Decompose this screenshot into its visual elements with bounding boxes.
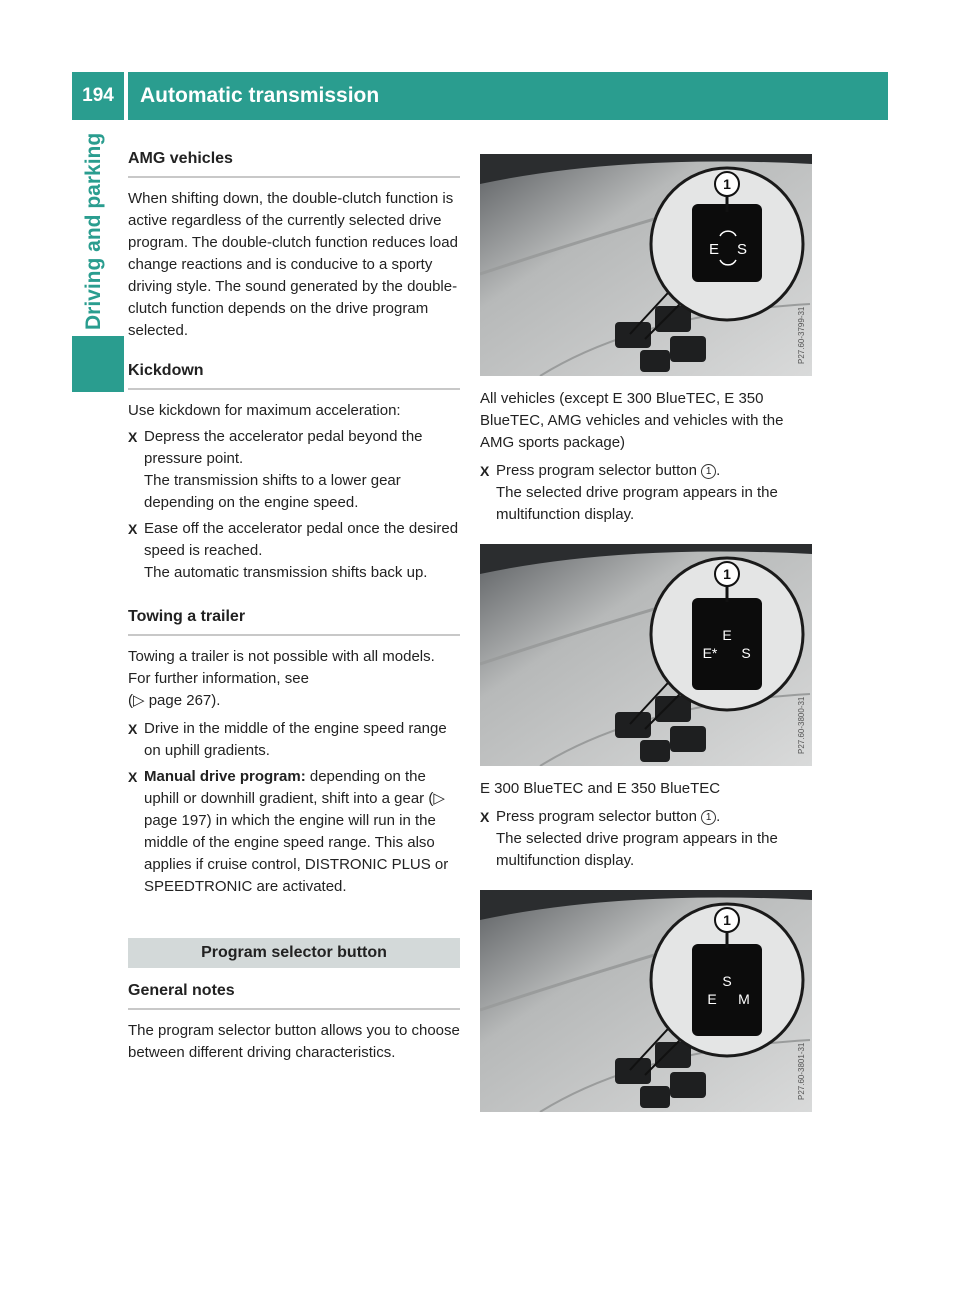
page-ref-arrow: (▷ [128,692,145,709]
figure-2 [480,544,812,766]
button-label: E [708,241,720,258]
button-label: E [707,991,717,1007]
caption-1: All vehicles (except E 300 BlueTEC, E 350 BlueTEC, AMG vehicles and vehicles with the AMG sports package) [480,390,784,451]
step-text: Depress the accelerator pedal beyond the pressure point. [144,428,423,467]
step-marker: X [480,463,490,479]
step-bold-label: Manual drive program: [144,768,306,785]
button-label: M [738,991,750,1007]
towing-step-2 [128,766,460,898]
button-label: S [736,241,748,258]
step-text: Press program selector button [496,808,697,825]
general-notes-text: The program selector button allows you to choose between different driving characteristics. [128,1022,460,1061]
step-result: The selected drive program appears in the multifunction display. [496,830,778,869]
left-column [128,150,460,1080]
step-result: The automatic transmission shifts back up. [144,564,428,581]
right-column [480,154,812,1124]
page-title: Automatic transmission [128,72,888,120]
step-text-end: . [716,462,721,479]
step-text: Drive in the middle of the engine speed range on uphill gradients. [144,720,447,759]
figure-callout: 1 [723,566,731,582]
right-step-1 [480,460,812,526]
figure-code: P27.60-3799-31 [797,306,806,364]
kickdown-step-2 [128,518,460,584]
step-marker: X [128,769,138,785]
page-ref-link[interactable]: page 197) in which the engine will run in the middle of the engine speed range. This also applies if cruise control, DISTRONIC PLUS or SPEEDTRONIC are activated. [144,812,449,895]
chapter-marker [72,336,124,392]
general-notes-heading: General notes [128,982,460,1010]
right-step-2 [480,806,812,872]
figure-1-image [480,154,812,376]
button-label: S [722,973,732,989]
callout-ref: 1 [701,810,716,825]
chapter-tab-label: Driving and parking [82,132,105,330]
figure-callout: 1 [723,176,731,192]
towing-text [128,646,460,712]
towing-heading: Towing a trailer [128,608,460,636]
step-result: The transmission shifts to a lower gear depending on the engine speed. [144,472,401,511]
kickdown-heading: Kickdown [128,362,460,390]
amg-text: When shifting down, the double-clutch function is active regardless of the currently selected drive program. The double-clutch function reduces load change reactions and is conducive to a sporty driving style. The sound generated by the double-clutch function depends on the drive program selected. [128,190,458,339]
chapter-tab [82,130,116,330]
step-marker: X [128,521,138,537]
step-marker: X [128,721,138,737]
figure-3 [480,890,812,1112]
towing-text-a: Towing a trailer is not possible with all models. For further information, see [128,648,435,687]
page-ref-link[interactable]: page 267). [148,692,221,709]
amg-heading: AMG vehicles [128,150,460,178]
caption-2: E 300 BlueTEC and E 350 BlueTEC [480,780,721,797]
page-ref-arrow: (▷ [428,790,445,807]
step-text: Ease off the accelerator pedal once the desired speed is reached. [144,520,459,559]
step-marker: X [480,809,490,825]
kickdown-intro: Use kickdown for maximum acceleration: [128,402,401,419]
figure-1 [480,154,812,376]
figure-code: P27.60-3800-31 [797,696,806,754]
figure-3-image [480,890,812,1112]
page-number: 194 [72,72,124,120]
figure-2-image [480,544,812,766]
figure-code: P27.60-3801-31 [797,1042,806,1100]
button-label: E* [702,645,718,661]
section-title: Program selector button [128,938,460,968]
step-text: depending on the uphill or downhill gradient, shift into a gear [144,768,426,807]
callout-ref: 1 [701,464,716,479]
step-text: Press program selector button [496,462,697,479]
step-result: The selected drive program appears in the multifunction display. [496,484,778,523]
towing-step-1 [128,718,460,762]
step-marker: X [128,429,138,445]
figure-callout: 1 [723,912,731,928]
button-label: S [741,645,751,661]
kickdown-step-1 [128,426,460,514]
button-label: E [722,627,732,643]
step-text-end: . [716,808,721,825]
